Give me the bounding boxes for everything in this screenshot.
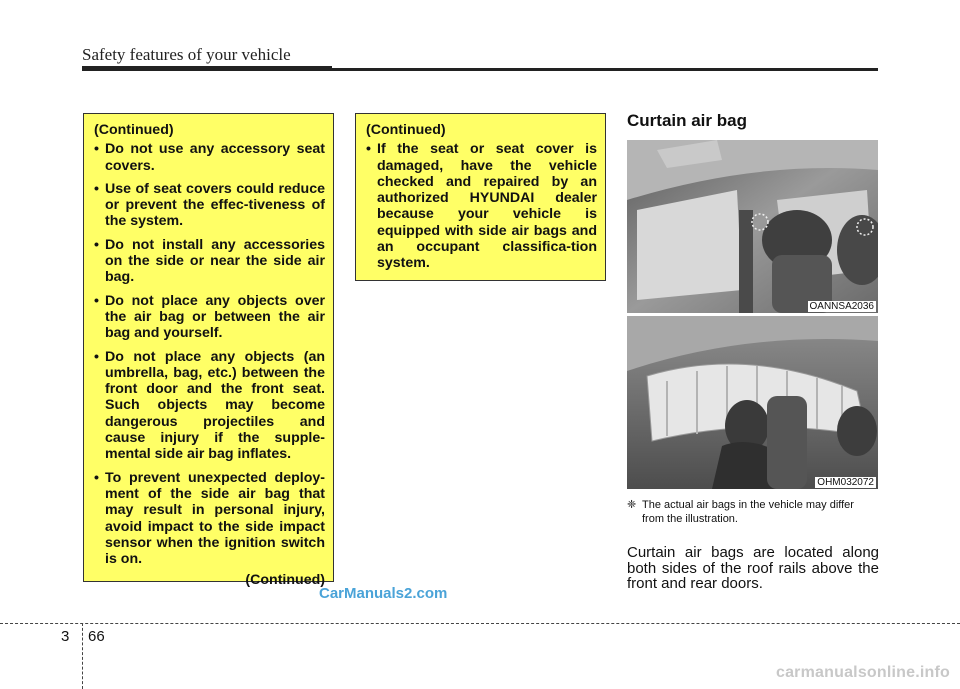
photo-code: OANNSA2036 (809, 301, 874, 312)
footer-rule (0, 623, 960, 624)
warning-item: • Do not place any objects (an umbrella, bag, etc.) between the front door and the front seat. Such objects may become dangerous projectiles and cause injury if the supple-mental side air bag inflates. (94, 349, 325, 463)
curtain-airbag-illustration (627, 316, 878, 489)
illustration-note (627, 498, 879, 526)
continued-label-top: (Continued) (366, 122, 446, 138)
site-watermark: carmanualsonline.info (775, 664, 950, 681)
note-mark: ❈ (627, 499, 637, 511)
photo-code: OHM032072 (817, 477, 874, 488)
chapter-number: 3 (61, 628, 70, 645)
warning-box-middle (355, 113, 606, 281)
warning-item: • To prevent unexpected deploy-ment of the side air bag that may result in personal injury, avoid impact to the side impact sensor when the ignition switch is on. (94, 470, 325, 568)
page-header-title: Safety features of your vehicle (82, 45, 291, 64)
page-number: 66 (88, 628, 105, 645)
warning-item: • Do not use any accessory seat covers. (94, 141, 325, 174)
continued-label-bottom: (Continued) (245, 572, 325, 589)
continued-label-top: (Continued) (94, 122, 174, 138)
airbag-deployment-photo (627, 316, 878, 489)
footer-divider (82, 623, 83, 689)
carmanuals-watermark: CarManuals2.com (319, 585, 448, 602)
warning-item: • Do not install any accessories on the side or near the side air bag. (94, 237, 325, 286)
warning-list (94, 141, 325, 567)
section-heading: Curtain air bag (627, 111, 747, 130)
car-interior-illustration (627, 140, 878, 313)
body-paragraph: Curtain air bags are located along both sides of the roof rails above the front and rear doors. (627, 544, 879, 592)
warning-item: • If the seat or seat cover is damaged, have the vehicle checked and repaired by an authorized HYUNDAI dealer because your vehicle is equipped with side air bags and an occupant classifica-tion system. (366, 141, 597, 271)
header-rule-accent (82, 66, 332, 71)
warning-box-left (83, 113, 334, 589)
interior-photo-top (627, 140, 878, 313)
warning-item: • Do not place any objects over the air bag or between the air bag and yourself. (94, 293, 325, 342)
warning-list (366, 141, 597, 271)
note-text: The actual air bags in the vehicle may differ from the illustration. (642, 499, 854, 525)
warning-item: • Use of seat covers could reduce or prevent the effec-tiveness of the system. (94, 181, 325, 230)
